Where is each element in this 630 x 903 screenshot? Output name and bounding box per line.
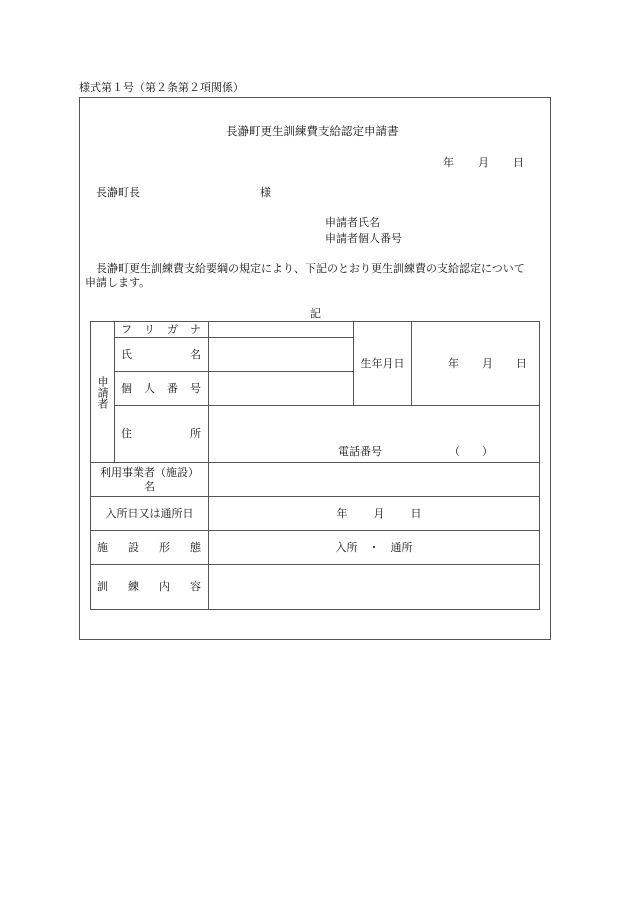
furigana-char: ガ: [167, 322, 178, 336]
body-text-line2: 申請します。: [85, 276, 151, 289]
furigana-field[interactable]: [209, 322, 354, 338]
training-char: 容: [190, 580, 201, 594]
facility-type-char: 施: [97, 540, 108, 554]
addressee-honorific: 様: [260, 186, 271, 199]
training-content-field[interactable]: [209, 565, 540, 610]
number-char: 個: [121, 381, 132, 395]
phone-label: 電話番号: [338, 445, 382, 458]
entry-date-field[interactable]: [209, 497, 540, 531]
facility-label-cell: [91, 463, 209, 497]
number-char: 号: [190, 381, 201, 395]
facility-label-line1: 利用事業者（施設）: [100, 466, 199, 480]
training-char: 訓: [97, 580, 108, 594]
facility-type-char: 設: [128, 540, 139, 554]
table-row: [91, 322, 540, 338]
table-row: [91, 531, 540, 565]
number-char: 人: [144, 381, 155, 395]
table-row: [91, 565, 540, 610]
number-field[interactable]: [209, 372, 354, 406]
facility-type-char: 態: [190, 540, 201, 554]
table-row: [91, 463, 540, 497]
furigana-char: リ: [144, 322, 155, 336]
application-table: [90, 321, 540, 610]
facility-label-line2: 名: [144, 479, 155, 493]
addressee-name: 長瀞町長: [96, 186, 140, 199]
table-row: [91, 406, 540, 463]
entry-year: 年: [336, 506, 348, 520]
furigana-char: ナ: [190, 322, 201, 336]
form-code: 様式第１号（第２条第２項関係）: [79, 81, 244, 94]
facility-type-options[interactable]: 入所 ・ 通所: [209, 531, 540, 565]
table-row: [91, 497, 540, 531]
date-year: 年: [443, 156, 454, 169]
ki-heading: 記: [310, 307, 321, 320]
number-label-cell: [115, 372, 209, 406]
applicant-group-cell: [91, 322, 115, 463]
facility-type-label-cell: [91, 531, 209, 565]
facility-type-char: 形: [159, 540, 170, 554]
applicant-name-label: 申請者氏名: [325, 216, 380, 229]
number-char: 番: [167, 381, 178, 395]
furigana-char: フ: [121, 322, 132, 336]
address-char: 所: [190, 427, 201, 441]
date-day: 日: [513, 156, 524, 169]
training-char: 内: [159, 580, 170, 594]
entry-month: 月: [373, 506, 385, 520]
birth-year: 年: [448, 356, 459, 370]
birthdate-field[interactable]: [412, 322, 540, 406]
name-field[interactable]: [209, 338, 354, 372]
applicant-number-label: 申請者個人番号: [325, 232, 402, 245]
entry-day: 日: [410, 506, 422, 520]
date-month: 月: [478, 156, 489, 169]
address-char: 住: [121, 427, 132, 441]
document-title: 長瀞町更生訓練費支給認定申請書: [226, 124, 399, 138]
applicant-group-label: 申請者: [96, 375, 110, 409]
birthdate-label: 生年月日: [354, 322, 412, 406]
address-field[interactable]: [209, 406, 540, 463]
phone-paren: （ ）: [449, 445, 493, 458]
furigana-label-cell: [115, 322, 209, 338]
birth-month: 月: [482, 356, 493, 370]
name-label-cell: [115, 338, 209, 372]
facility-name-field[interactable]: [209, 463, 540, 497]
birth-day: 日: [516, 356, 527, 370]
name-char: 氏: [121, 347, 132, 361]
name-char: 名: [190, 347, 201, 361]
address-label-cell: [115, 406, 209, 463]
training-label-cell: [91, 565, 209, 610]
entry-date-label: 入所日又は通所日: [91, 497, 209, 531]
body-text-line1: 長瀞町更生訓練費支給要綱の規定により、下記のとおり更生訓練費の支給認定について: [96, 262, 525, 275]
training-char: 練: [128, 580, 139, 594]
